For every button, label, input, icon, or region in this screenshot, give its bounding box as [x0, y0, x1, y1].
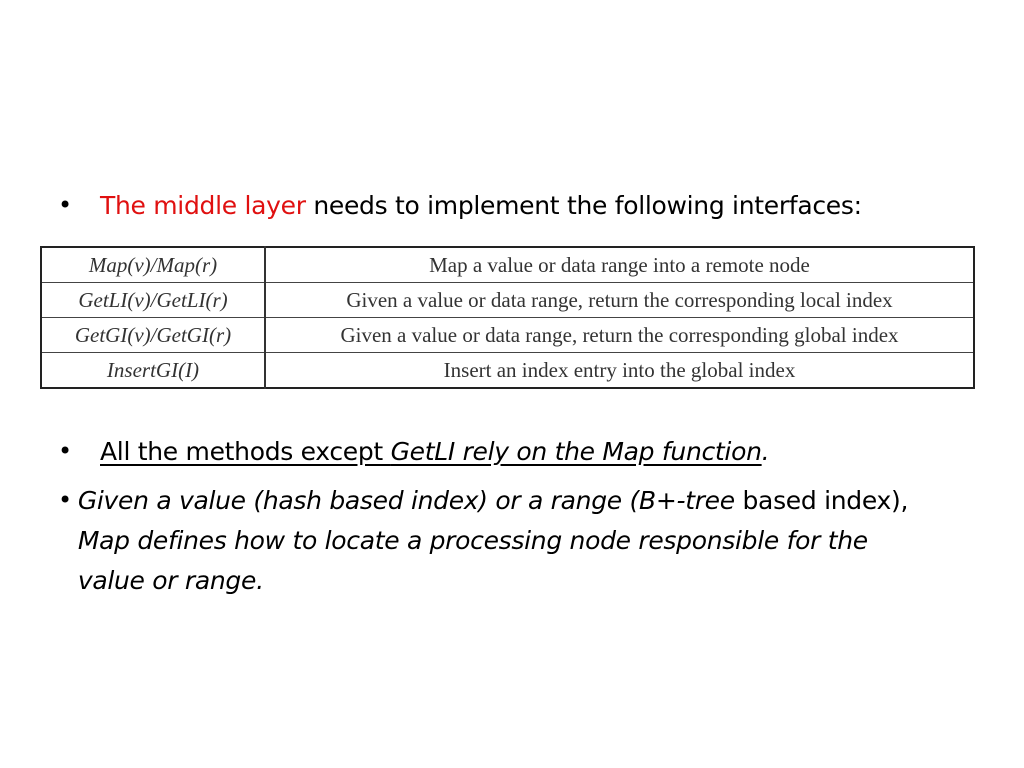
- bullet-text: [100, 432, 769, 472]
- interface-description: Given a value or data range, return the corresponding local index: [265, 283, 974, 318]
- bullet-map-definition: [58, 481, 938, 601]
- interface-signature: GetGI(v)/GetGI(r): [41, 318, 265, 353]
- interface-description: Given a value or data range, return the corresponding global index: [265, 318, 974, 353]
- map-text-italic-b: Map defines how to locate a processing node responsible for the value or range.: [77, 526, 868, 595]
- bullet-text-rest: needs to implement the following interfaces:: [305, 191, 862, 220]
- interface-signature: GetLI(v)/GetLI(r): [41, 283, 265, 318]
- bullet-marker: •: [58, 191, 73, 219]
- bullet-text: [100, 186, 862, 226]
- bullet-marker: •: [58, 486, 73, 514]
- interface-description: Insert an index entry into the global index: [265, 353, 974, 389]
- interface-signature: Map(v)/Map(r): [41, 247, 265, 283]
- methods-text-plain: All the methods except: [100, 437, 391, 466]
- table-row: [41, 353, 974, 389]
- bullet-text: [78, 481, 938, 601]
- bullet-methods: [58, 432, 769, 472]
- map-text-italic-a: Given a value (hash based index) or a range (B+-tree: [77, 486, 735, 515]
- interfaces-table: [40, 246, 975, 389]
- interface-description: Map a value or data range into a remote node: [265, 247, 974, 283]
- methods-text-period: .: [761, 437, 770, 466]
- map-text-plain: based index),: [734, 486, 909, 515]
- bullet-interfaces: [58, 186, 862, 226]
- table-row: [41, 247, 974, 283]
- bullet-marker: •: [58, 437, 73, 465]
- highlight-middle-layer: The middle layer: [100, 191, 306, 220]
- interface-signature: InsertGI(I): [41, 353, 265, 389]
- methods-text-italic: GetLI rely on the Map function: [390, 437, 762, 466]
- table-row: [41, 318, 974, 353]
- table-row: [41, 283, 974, 318]
